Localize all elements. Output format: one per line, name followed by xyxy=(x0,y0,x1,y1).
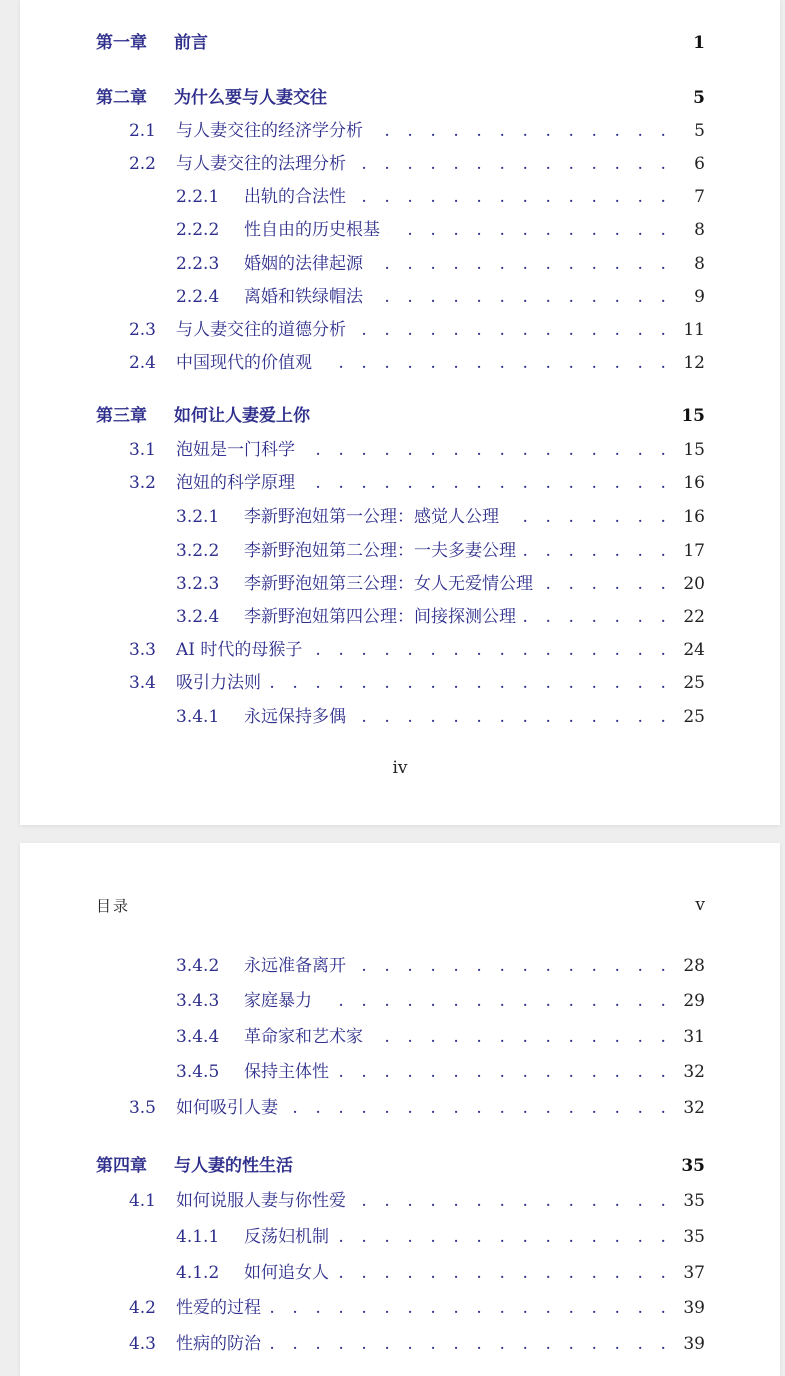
toc-entry-number: 3.4.1 xyxy=(176,707,220,727)
toc-entry-page-number[interactable]: 5 xyxy=(693,88,705,108)
toc-entry-subsec[interactable] xyxy=(20,571,780,597)
toc-leader-dots xyxy=(320,350,670,376)
toc-leader-dots xyxy=(303,437,670,463)
toc-entry-title[interactable]: 中国现代的价值观 xyxy=(176,353,312,373)
toc-entry-page-number[interactable]: 39 xyxy=(683,1298,705,1318)
toc-entry-subsec[interactable] xyxy=(20,1024,780,1050)
toc-entry-title[interactable]: 与人妻的性生活 xyxy=(174,1156,293,1176)
toc-leader-dots xyxy=(524,604,670,630)
toc-entry-number: 2.2.2 xyxy=(176,220,220,240)
toc-leader-dots xyxy=(337,1224,670,1250)
toc-entry-number: 4.1.1 xyxy=(176,1227,220,1247)
toc-leader-dots xyxy=(310,637,670,663)
toc-entry-chapter[interactable] xyxy=(20,403,780,429)
toc-entry-page-number[interactable]: 28 xyxy=(683,956,705,976)
toc-entry-title[interactable]: 性自由的历史根基 xyxy=(244,220,380,240)
toc-entry-subsec[interactable] xyxy=(20,538,780,564)
toc-entry-subsec[interactable] xyxy=(20,988,780,1014)
toc-entry-page-number[interactable]: 8 xyxy=(694,220,705,240)
toc-entry-title[interactable]: 如何让人妻爱上你 xyxy=(174,406,310,426)
toc-entry-page-number[interactable]: 32 xyxy=(683,1098,705,1118)
toc-entry-page-number[interactable]: 1 xyxy=(693,33,705,53)
toc-entry-number: 3.2.4 xyxy=(176,607,220,627)
toc-leader-dots xyxy=(524,538,670,564)
toc-entry-number: 3.3 xyxy=(128,640,156,660)
toc-entry-number: 2.2.1 xyxy=(176,187,220,207)
toc-entry-subsec[interactable] xyxy=(20,284,780,310)
toc-entry-page-number[interactable]: 5 xyxy=(694,121,705,141)
toc-entry-number: 3.2.3 xyxy=(176,574,220,594)
toc-leader-dots xyxy=(303,470,670,496)
toc-entry-page-number[interactable]: 35 xyxy=(683,1191,705,1211)
toc-leader-dots xyxy=(354,184,670,210)
toc-entry-number: 4.2 xyxy=(128,1298,156,1318)
toc-entry-number: 第四章 xyxy=(96,1156,147,1176)
toc-leader-dots xyxy=(371,284,670,310)
toc-leader-dots xyxy=(269,670,670,696)
toc-leader-dots xyxy=(371,1024,670,1050)
toc-entry-number: 2.2.3 xyxy=(176,254,220,274)
toc-leader-dots xyxy=(354,151,670,177)
toc-entry-number: 4.1.2 xyxy=(176,1263,220,1283)
toc-entry-number: 2.2 xyxy=(128,154,156,174)
toc-entry-number: 3.4.4 xyxy=(176,1027,220,1047)
running-head-title: 目录 xyxy=(96,897,131,915)
toc-entry-number: 3.2.2 xyxy=(176,541,220,561)
toc-entry-title[interactable]: 永远保持多偶 xyxy=(244,707,346,727)
toc-entry-title[interactable]: 泡妞是一门科学 xyxy=(176,440,295,460)
toc-entry-title[interactable]: 吸引力法则 xyxy=(176,673,261,693)
toc-entry-number: 3.2.1 xyxy=(176,507,220,527)
toc-leader-dots xyxy=(541,571,670,597)
toc-entry-page-number[interactable]: 8 xyxy=(694,254,705,274)
toc-entry-chapter[interactable] xyxy=(20,30,780,56)
toc-entry-page-number[interactable]: 31 xyxy=(683,1027,705,1047)
toc-entry-sec[interactable] xyxy=(20,1295,780,1321)
toc-leader-dots xyxy=(354,317,670,343)
toc-entry-sec[interactable] xyxy=(20,151,780,177)
toc-entry-page-number[interactable]: 35 xyxy=(681,1156,705,1176)
toc-entry-title[interactable]: 与人妻交往的经济学分析 xyxy=(176,121,363,141)
toc-leader-dots xyxy=(371,251,670,277)
toc-entry-page-number[interactable]: 11 xyxy=(683,320,705,340)
toc-entry-sec[interactable] xyxy=(20,670,780,696)
toc-leader-dots xyxy=(388,217,670,243)
toc-entry-title[interactable]: AI 时代的母猴子 xyxy=(176,640,303,660)
toc-entry-page-number[interactable]: 35 xyxy=(683,1227,705,1247)
toc-entry-sec[interactable] xyxy=(20,1331,780,1357)
toc-entry-sec[interactable] xyxy=(20,470,780,496)
toc-entry-title[interactable]: 与人妻交往的法理分析 xyxy=(176,154,346,174)
toc-entry-page-number[interactable]: 7 xyxy=(694,187,705,207)
toc-entry-title[interactable]: 家庭暴力 xyxy=(244,991,312,1011)
toc-entry-page-number[interactable]: 12 xyxy=(683,353,705,373)
toc-entry-number: 2.4 xyxy=(128,353,156,373)
toc-entry-number: 4.3 xyxy=(128,1334,156,1354)
toc-entry-number: 2.2.4 xyxy=(176,287,220,307)
toc-entry-page-number[interactable]: 25 xyxy=(683,707,705,727)
toc-entry-title[interactable]: 性爱的过程 xyxy=(176,1298,261,1318)
toc-entry-sec[interactable] xyxy=(20,437,780,463)
toc-leader-dots xyxy=(320,988,670,1014)
toc-entry-number: 第二章 xyxy=(96,88,147,108)
toc-entry-page-number[interactable]: 15 xyxy=(681,406,705,426)
toc-entry-title[interactable]: 泡妞的科学原理 xyxy=(176,473,295,493)
toc-entry-page-number[interactable]: 25 xyxy=(683,673,705,693)
toc-entry-subsec[interactable] xyxy=(20,184,780,210)
toc-leader-dots xyxy=(286,1095,670,1121)
toc-entry-title[interactable]: 与人妻交往的道德分析 xyxy=(176,320,346,340)
toc-entry-subsec[interactable] xyxy=(20,953,780,979)
toc-entry-page-number[interactable]: 6 xyxy=(694,154,705,174)
toc-page-v xyxy=(20,843,780,1376)
toc-entry-title[interactable]: 李新野泡妞第四公理：间接探测公理 xyxy=(244,607,516,627)
toc-entry-number: 2.1 xyxy=(128,121,156,141)
toc-entry-title[interactable]: 李新野泡妞第一公理：感觉人公理 xyxy=(244,507,499,527)
toc-leader-dots xyxy=(337,1260,670,1286)
toc-leader-dots xyxy=(507,504,670,530)
toc-entry-sec[interactable] xyxy=(20,1188,780,1214)
toc-leader-dots xyxy=(354,953,670,979)
toc-entry-number: 3.4 xyxy=(128,673,156,693)
toc-leader-dots xyxy=(269,1331,670,1357)
page-folio: iv xyxy=(392,758,408,778)
toc-entry-title[interactable]: 性病的防治 xyxy=(176,1334,261,1354)
toc-entry-page-number[interactable]: 16 xyxy=(683,473,705,493)
toc-entry-number: 3.4.2 xyxy=(176,956,220,976)
toc-entry-page-number[interactable]: 22 xyxy=(683,607,705,627)
toc-entry-title[interactable]: 为什么要与人妻交往 xyxy=(174,88,327,108)
toc-entry-title[interactable]: 革命家和艺术家 xyxy=(244,1027,363,1047)
toc-entry-page-number[interactable]: 39 xyxy=(683,1334,705,1354)
toc-entry-number: 4.1 xyxy=(128,1191,156,1211)
toc-entry-sec[interactable] xyxy=(20,637,780,663)
toc-entry-subsec[interactable] xyxy=(20,604,780,630)
toc-entry-title[interactable]: 婚姻的法律起源 xyxy=(244,254,363,274)
toc-entry-number: 3.4.5 xyxy=(176,1062,220,1082)
toc-entry-subsec[interactable] xyxy=(20,704,780,730)
toc-entry-number: 2.3 xyxy=(128,320,156,340)
toc-entry-sec[interactable] xyxy=(20,350,780,376)
toc-entry-sec[interactable] xyxy=(20,317,780,343)
toc-entry-title[interactable]: 前言 xyxy=(174,33,208,53)
toc-leader-dots xyxy=(371,118,670,144)
toc-entry-page-number[interactable]: 20 xyxy=(683,574,705,594)
toc-entry-page-number[interactable]: 24 xyxy=(683,640,705,660)
toc-entry-title[interactable]: 反荡妇机制 xyxy=(244,1227,329,1247)
toc-entry-title[interactable]: 李新野泡妞第三公理：女人无爱情公理 xyxy=(244,574,533,594)
toc-entry-title[interactable]: 李新野泡妞第二公理：一夫多妻公理 xyxy=(244,541,516,561)
toc-entry-number: 3.1 xyxy=(128,440,156,460)
toc-entry-page-number[interactable]: 9 xyxy=(694,287,705,307)
toc-entry-title[interactable]: 如何说服人妻与你性爱 xyxy=(176,1191,346,1211)
toc-entry-sec[interactable] xyxy=(20,1095,780,1121)
toc-entry-title[interactable]: 出轨的合法性 xyxy=(244,187,346,207)
toc-entry-number: 第三章 xyxy=(96,406,147,426)
toc-entry-page-number[interactable]: 16 xyxy=(683,507,705,527)
toc-entry-subsec[interactable] xyxy=(20,1260,780,1286)
toc-entry-title[interactable]: 永远准备离开 xyxy=(244,956,346,976)
toc-entry-subsec[interactable] xyxy=(20,1224,780,1250)
toc-entry-number: 3.5 xyxy=(128,1098,156,1118)
toc-leader-dots xyxy=(354,704,670,730)
toc-page-iv xyxy=(20,0,780,825)
toc-entry-subsec[interactable] xyxy=(20,217,780,243)
toc-entry-page-number[interactable]: 37 xyxy=(683,1263,705,1283)
toc-entry-subsec[interactable] xyxy=(20,504,780,530)
running-head-page-number: v xyxy=(695,895,705,915)
toc-entry-title[interactable]: 离婚和铁绿帽法 xyxy=(244,287,363,307)
toc-entry-title[interactable]: 保持主体性 xyxy=(244,1062,329,1082)
toc-entry-chapter[interactable] xyxy=(20,85,780,111)
toc-entry-number: 3.2 xyxy=(128,473,156,493)
toc-entry-title[interactable]: 如何追女人 xyxy=(244,1263,329,1283)
toc-entry-chapter[interactable] xyxy=(20,1153,780,1179)
toc-entry-subsec[interactable] xyxy=(20,1059,780,1085)
toc-entry-page-number[interactable]: 32 xyxy=(683,1062,705,1082)
toc-entry-sec[interactable] xyxy=(20,118,780,144)
toc-entry-number: 第一章 xyxy=(96,33,147,53)
toc-entry-page-number[interactable]: 15 xyxy=(683,440,705,460)
toc-entry-title[interactable]: 如何吸引人妻 xyxy=(176,1098,278,1118)
toc-entry-page-number[interactable]: 17 xyxy=(683,541,705,561)
toc-leader-dots xyxy=(269,1295,670,1321)
toc-entry-page-number[interactable]: 29 xyxy=(683,991,705,1011)
toc-leader-dots xyxy=(354,1188,670,1214)
toc-entry-number: 3.4.3 xyxy=(176,991,220,1011)
toc-leader-dots xyxy=(337,1059,670,1085)
toc-entry-subsec[interactable] xyxy=(20,251,780,277)
